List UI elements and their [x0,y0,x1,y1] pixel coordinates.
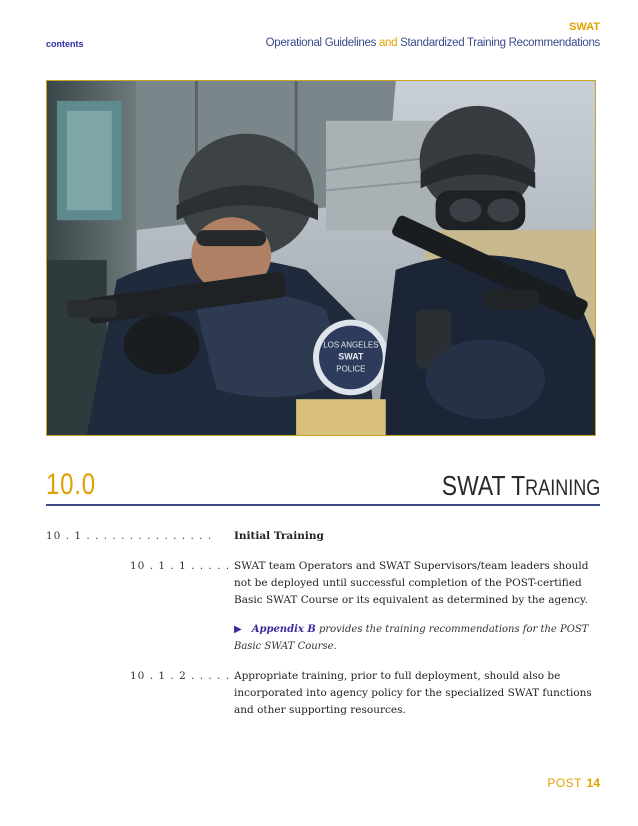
patch-text-bottom: POLICE [336,364,366,374]
appendix-b-link[interactable]: Appendix B [251,624,316,635]
item-10-1-1-text: SWAT team Operators and SWAT Supervisors/team leaders should not be deployed until successful completion of the POST-certified Basic SWAT Course or its equivalent as determined by the agency. [234,560,589,606]
swat-officers-photo [46,80,596,436]
section-rule [46,504,600,506]
item-10-1-2-text: Appropriate training, prior to full deployment, should also be incorporated into agency policy for the specialized SWAT functions and other supporting resources. [234,670,592,716]
subtitle-and: and [378,37,398,49]
section-title [441,470,600,502]
patch-text-mid: SWAT [338,351,364,362]
appendix-note-text: provides the training recommendations for the POST Basic SWAT Course. [234,624,589,652]
photo-illustration [47,81,595,435]
item-10-1-leader: 10 . 1 . . . . . . . . . . . . . . . [46,530,213,542]
section-title-first: SWAT T [441,470,525,501]
footer-label: POST [547,776,582,790]
section-title-rest: RAINING [524,475,600,500]
page-number: 14 [586,776,600,790]
subtitle-part1: Operational Guidelines [265,37,377,49]
header-subtitle [266,37,600,49]
appendix-note [234,621,596,655]
item-10-1-1-leader: 10 . 1 . 1 . . . . . . [130,560,239,572]
patch-text-top: LOS ANGELES [323,340,379,350]
triangle-bullet-icon: ▶ [234,624,242,635]
contents-link[interactable]: contents [46,39,84,49]
item-10-1-2-leader: 10 . 1 . 2 . . . . . . [130,670,239,682]
subtitle-part2: Standardized Training Recommendations [400,37,600,49]
section-number: 10.0 [46,468,96,501]
header-title: SWAT [569,21,600,33]
item-10-1-text: Initial Training [234,530,324,542]
